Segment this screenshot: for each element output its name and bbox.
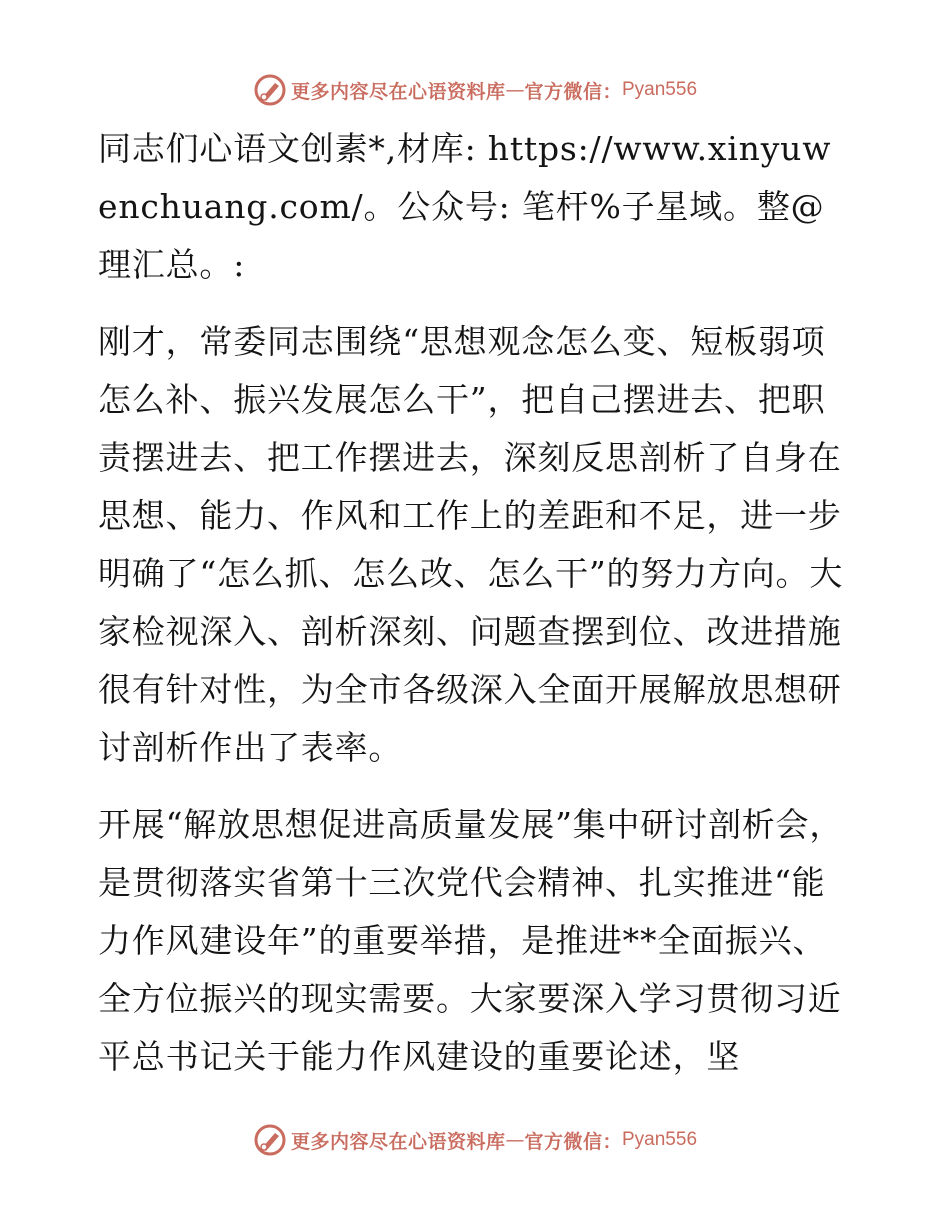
banner-label: 官方微信：: [524, 1130, 622, 1153]
pen-logo-icon: [253, 1123, 287, 1157]
banner-wechat-id: Pyan556: [622, 79, 698, 100]
document-body: [98, 120, 850, 1105]
paragraph-1: 同志们心语文创素*,材库: https://www.xinyuwenchuang.com/。公众号: 笔杆%子星域。整@理汇总。:: [98, 129, 832, 284]
paragraph-3: 开展“解放思想促进高质量发展”集中研讨剖析会，是贯彻落实省第十三次党代会精神、扎实推进“能力作风建设年”的重要举措，是推进**全面振兴、全方位振兴的现实需要。大家要深入学习贯彻习近平总书记关于能力作风建设的重要论述，坚: [98, 805, 844, 1076]
pen-logo-icon: [253, 73, 287, 107]
header-watermark-banner: [0, 70, 950, 110]
banner-text: 更多内容尽在心语资料库: [290, 1130, 506, 1153]
banner-label: 官方微信：: [524, 80, 622, 103]
banner-text: 更多内容尽在心语资料库: [290, 80, 506, 103]
paragraph-2: 刚才，常委同志围绕“思想观念怎么变、短板弱项怎么补、振兴发展怎么干”，把自己摆进去、把职责摆进去、把工作摆进去，深刻反思剖析了自身在思想、能力、作风和工作上的差距和不足，进一步明确了“怎么抓、怎么改、怎么干”的努力方向。大家检视深入、剖析深刻、问题查摆到位、改进措施很有针对性，为全市各级深入全面开展解放思想研讨剖析作出了表率。: [98, 322, 844, 767]
footer-watermark-banner: [0, 1120, 950, 1160]
banner-separator: —: [505, 1129, 525, 1151]
banner-wechat-id: Pyan556: [622, 1129, 698, 1150]
banner-separator: —: [505, 79, 525, 101]
